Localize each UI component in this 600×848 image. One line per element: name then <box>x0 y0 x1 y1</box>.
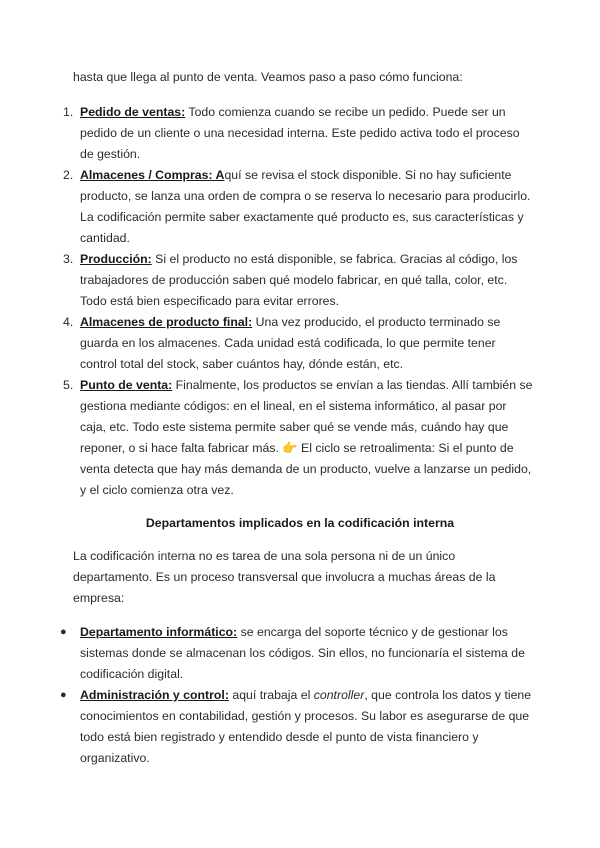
step-number: 1. <box>63 105 74 119</box>
step-text: La codificación permite saber exactamente qué producto es, sus características y <box>80 210 524 224</box>
section-intro-line: departamento. Es un proceso transversal que involucra a muchas áreas de la <box>73 570 496 584</box>
step-text: Si el producto no está disponible, se fabrica. Gracias al código, los <box>151 252 518 266</box>
step-text: quí se revisa el stock disponible. Si no hay suficiente <box>224 168 512 182</box>
step-text: reponer, o si hace falta fabricar más. 👉 El ciclo se retroalimenta: Si el punto de <box>80 441 514 455</box>
step-term: Almacenes / Compras: A <box>80 168 225 182</box>
step-number: 5. <box>63 378 74 392</box>
step-text: cantidad. <box>80 231 130 245</box>
bullet-text: organizativo. <box>80 751 150 765</box>
step-line <box>80 375 532 396</box>
section-intro-line: La codificación interna no es tarea de una sola persona ni de un único <box>73 549 456 563</box>
bullet-icon: ● <box>60 689 67 701</box>
step-term: Punto de venta: <box>80 378 173 392</box>
intro-text: hasta que llega al punto de venta. Veamos paso a paso cómo funciona: <box>73 70 463 84</box>
bullet-text: sistemas donde se almacenan los códigos. Sin ellos, no funcionaría el sistema de <box>80 646 525 660</box>
step-text: caja, etc. Todo este sistema permite saber qué se vende más, cuándo hay que <box>80 420 509 434</box>
bullet-text: , que controla los datos y tiene <box>364 688 532 702</box>
step-text: guarda en los almacenes. Cada unidad está codificada, lo que permite tener <box>80 336 496 350</box>
step-term: Producción: <box>80 252 152 266</box>
step-text: gestiona mediante códigos: en el lineal, en el sistema informático, al pasar por <box>80 399 507 413</box>
step-line <box>80 312 500 333</box>
step-text: venta detecta que hay más demanda de un producto, vuelve a lanzarse un pedido, <box>80 462 532 476</box>
bullet-icon: ● <box>60 626 67 638</box>
step-text: Una vez producido, el producto terminado se <box>252 315 501 329</box>
step-number: 3. <box>63 252 74 266</box>
step-text: Finalmente, los productos se envían a las tiendas. Allí también se <box>172 378 533 392</box>
bullet-line <box>80 622 508 643</box>
step-text: pedido de un cliente o una necesidad interna. Este pedido activa todo el proceso <box>80 126 520 140</box>
step-text: y el ciclo comienza otra vez. <box>80 483 234 497</box>
step-number: 2. <box>63 168 74 182</box>
step-term: Almacenes de producto final: <box>80 315 253 329</box>
step-text: producto, se lanza una orden de compra o se reserva lo necesario para producirlo. <box>80 189 531 203</box>
bullet-term: Administración y control: <box>80 688 229 702</box>
bullet-line <box>80 685 531 706</box>
bullet-text: aquí trabaja el <box>228 688 314 702</box>
bullet-italic-term: controller <box>313 688 365 702</box>
bullet-term: Departamento informático: <box>80 625 238 639</box>
bullet-text: conocimientos en contabilidad, gestión y procesos. Su labor es asegurarse de que <box>80 709 530 723</box>
section-heading: Departamentos implicados en la codificación interna <box>145 516 455 530</box>
step-text: trabajadores de producción saben qué modelo fabricar, en qué talla, color, etc. <box>80 273 508 287</box>
step-text: Todo comienza cuando se recibe un pedido. Puede ser un <box>185 105 506 119</box>
step-number: 4. <box>63 315 74 329</box>
step-line <box>80 102 506 123</box>
step-text: control total del stock, saber cuántos hay, dónde están, etc. <box>80 357 404 371</box>
step-line <box>80 249 517 270</box>
step-text: Todo está bien especificado para evitar errores. <box>80 294 340 308</box>
bullet-text: se encarga del soporte técnico y de gestionar los <box>237 625 508 639</box>
step-text: de gestión. <box>80 147 141 161</box>
bullet-text: codificación digital. <box>80 667 184 681</box>
step-line <box>80 165 512 186</box>
step-term: Pedido de ventas: <box>80 105 186 119</box>
bullet-text: todo está bien registrado y entendido desde el punto de vista financiero y <box>80 730 479 744</box>
section-intro-line: empresa: <box>73 591 125 605</box>
